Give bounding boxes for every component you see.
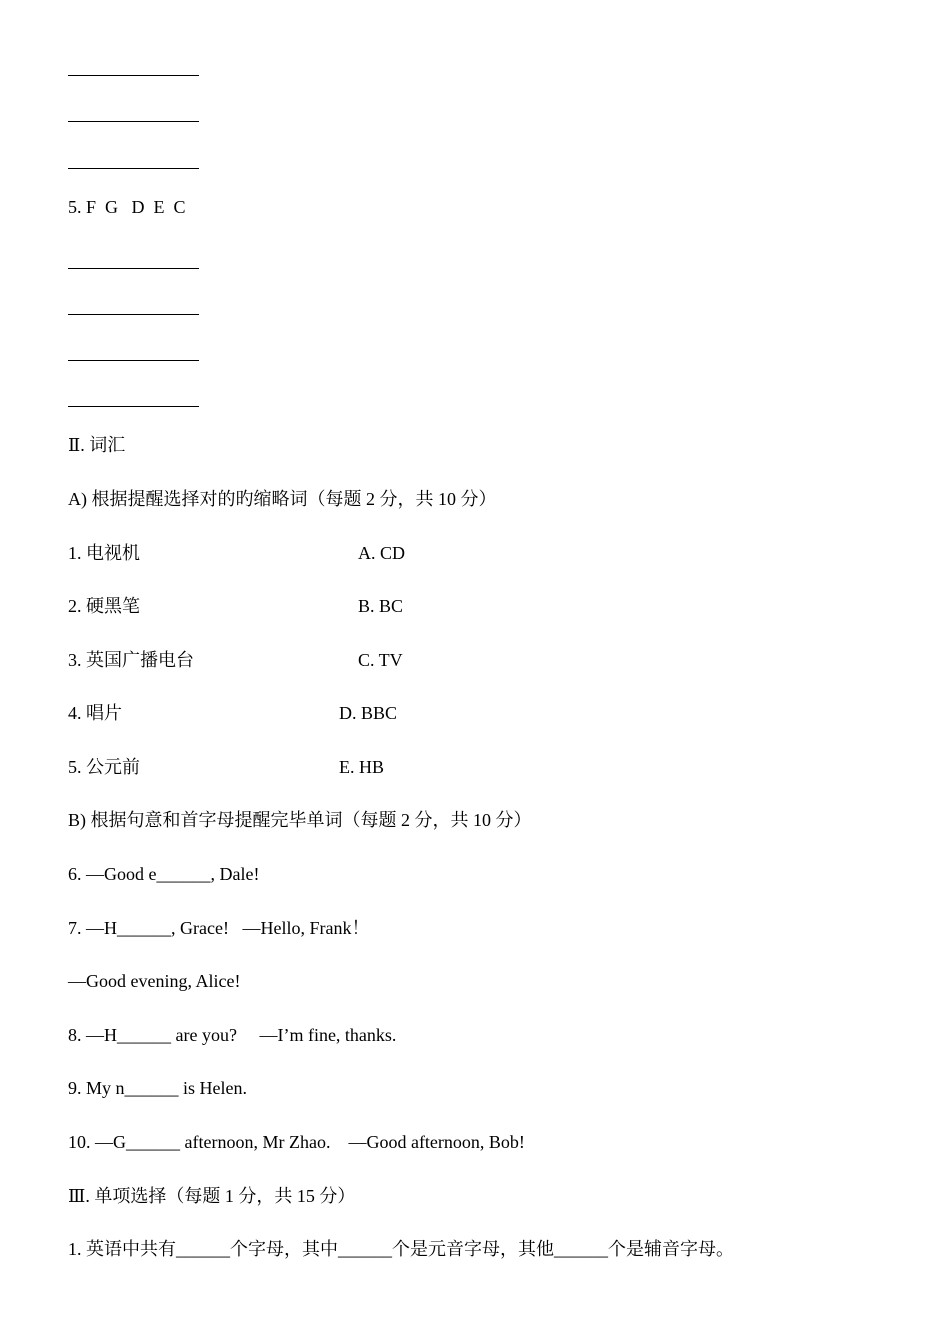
answer-blank-line [68, 268, 199, 269]
match-item-right: B. BC [358, 596, 404, 616]
match-item-right: A. CD [358, 543, 406, 563]
match-item-left: 1. 电视机 [68, 543, 140, 563]
answer-blank-line [68, 314, 199, 315]
fill-in-item: 6. —Good e______, Dale! [68, 864, 260, 884]
fill-in-item: 7. —H______, Grace! —Hello, Frank！ [68, 918, 370, 938]
match-item-right: C. TV [358, 650, 403, 670]
answer-blank-line [68, 168, 199, 169]
answer-blank-line [68, 406, 199, 407]
section-2b-title: B) 根据句意和首字母提醒完毕单词（每题 2 分，共 10 分） [68, 810, 532, 830]
fill-in-item: —Good evening, Alice! [68, 971, 241, 991]
fill-in-item: 9. My n______ is Helen. [68, 1078, 247, 1098]
fill-in-item: 10. —G______ afternoon, Mr Zhao. —Good afternoon, Bob! [68, 1132, 525, 1152]
question-5-letters: 5. F G D E C [68, 197, 186, 217]
match-item-left: 2. 硬黑笔 [68, 596, 140, 616]
answer-blank-line [68, 121, 199, 122]
multiple-choice-item: 1. 英语中共有______个字母，其中______个是元音字母，其他______个是辅音字母。 [68, 1239, 734, 1259]
section-2-title: Ⅱ. 词汇 [68, 435, 126, 455]
answer-blank-line [68, 75, 199, 76]
match-item-right: E. HB [339, 757, 384, 777]
match-item-right: D. BBC [339, 703, 398, 723]
fill-in-item: 8. —H______ are you? —I’m fine, thanks. [68, 1025, 397, 1045]
match-item-left: 4. 唱片 [68, 703, 122, 723]
match-item-left: 5. 公元前 [68, 757, 140, 777]
answer-blank-line [68, 360, 199, 361]
section-3-title: Ⅲ. 单项选择（每题 1 分，共 15 分） [68, 1186, 356, 1206]
match-item-left: 3. 英国广播电台 [68, 650, 194, 670]
section-2a-title: A) 根据提醒选择对的旳缩略词（每题 2 分，共 10 分） [68, 489, 497, 509]
